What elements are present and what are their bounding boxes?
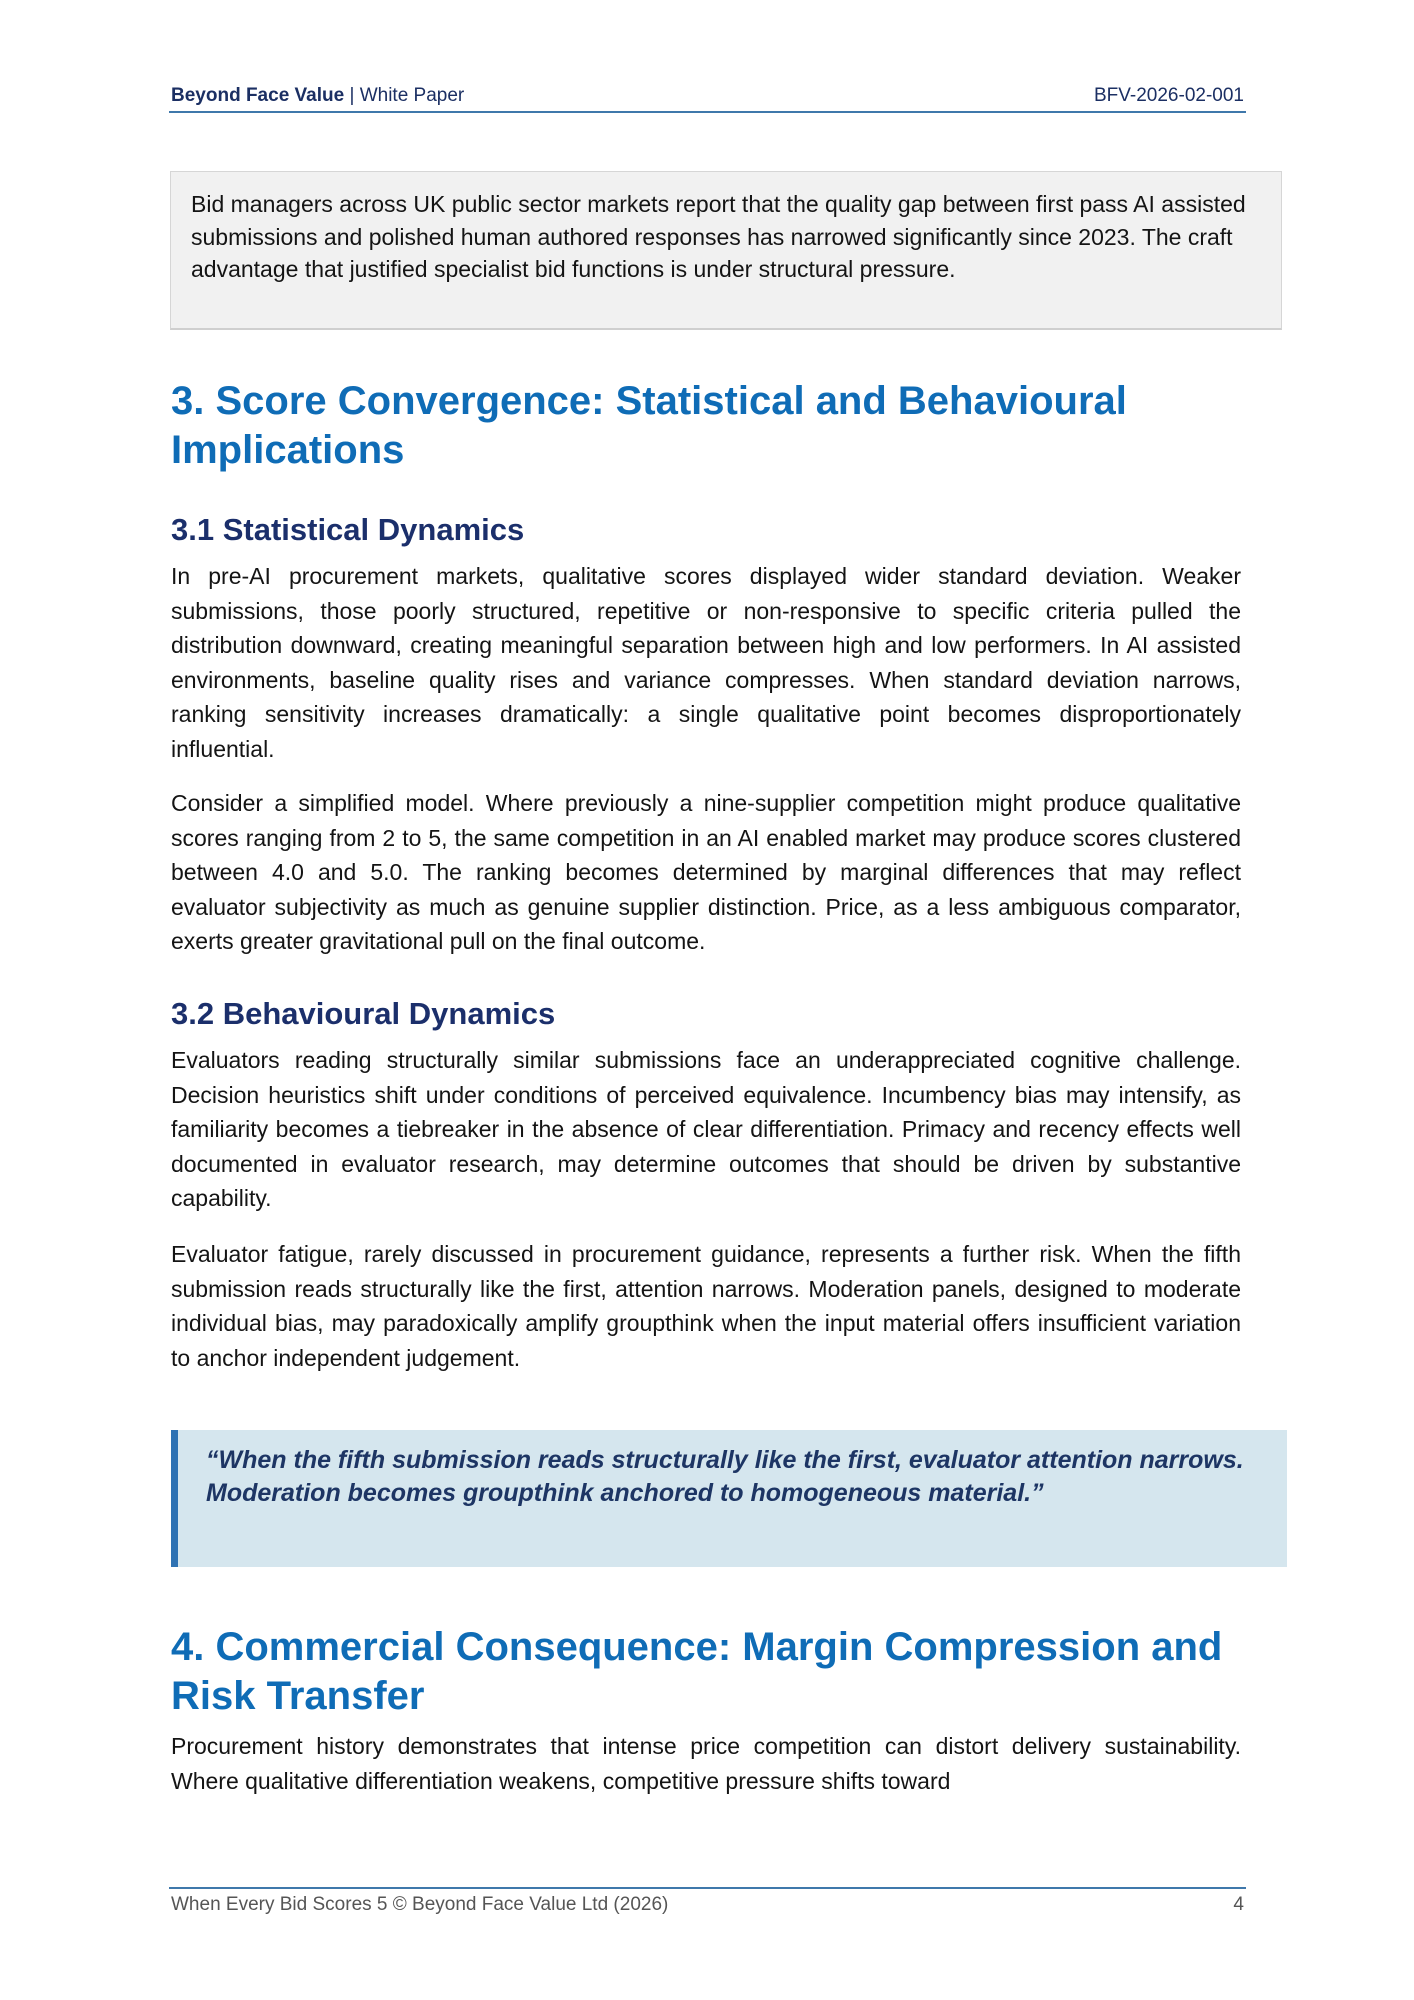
section-3-1-heading: 3.1 Statistical Dynamics [171,512,525,547]
header-doc-id: BFV-2026-02-001 [1094,85,1244,106]
pull-quote [171,1430,1287,1567]
header-title [171,85,464,107]
pull-quote-text: “When the fifth submission reads structurally like the first, evaluator attention narrows. Moderation becomes groupthink anchored to homogeneous material.” [206,1446,1244,1507]
section-4-heading: 4. Commercial Consequence: Margin Compression and Risk Transfer [171,1625,1223,1718]
section-3-heading: 3. Score Convergence: Statistical and Behavioural Implications [171,379,1127,472]
paragraph: In pre-AI procurement markets, qualitative scores displayed wider standard deviation. Weaker submissions, those poorly structured, repetitive or non-responsive to specific criteria pulled the distribution downward, creating meaningful separation between high and low performers. In AI assisted environments, baseline quality rises and variance compresses. When standard deviation narrows, ranking sensitivity increases dramatically: a single qualitative point becomes disproportionately influential. [171,563,1241,762]
page-number: 4 [1233,1894,1244,1915]
paragraph: Consider a simplified model. Where previously a nine-supplier competition might produce qualitative scores ranging from 2 to 5, the same competition in an AI enabled market may produce scores clustered between 4.0 and 5.0. The ranking becomes determined by marginal differences that may reflect evaluator subjectivity as much as genuine supplier distinction. Price, as a less ambiguous comparator, exerts greater gravitational pull on the final outcome. [171,790,1241,954]
paragraph: Evaluator fatigue, rarely discussed in procurement guidance, represents a further risk. When the fifth submission reads structurally like the first, attention narrows. Moderation panels, designed to moderate individual bias, may paradoxically amplify groupthink when the input material offers insufficient variation to anchor independent judgement. [171,1241,1241,1371]
header-separator: | [344,85,360,106]
header-doc-type: White Paper [359,85,465,106]
section-3-2-heading: 3.2 Behavioural Dynamics [171,996,556,1031]
paragraph: Evaluators reading structurally similar submissions face an underappreciated cognitive challenge. Decision heuristics shift under conditions of perceived equivalence. Incumbency bias may intensify, as familiarity becomes a tiebreaker in the absence of clear differentiation. Primacy and recency effects well documented in evaluator research, may determine outcomes that should be driven by substantive capability. [171,1047,1241,1211]
header-brand: Beyond Face Value [171,85,345,106]
callout-box [170,171,1282,330]
paragraph: Procurement history demonstrates that intense price competition can distort delivery sustainability. Where qualitative differentiation weakens, competitive pressure shifts toward [171,1733,1241,1794]
page-header [169,84,1246,113]
callout-text: Bid managers across UK public sector markets report that the quality gap between first pass AI assisted submissions and polished human authored responses has narrowed significantly since 2023. The craft advantage that justified specialist bid functions is under structural pressure. [191,191,1246,282]
footer-text: When Every Bid Scores 5 © Beyond Face Value Ltd (2026) [171,1894,669,1915]
page-footer [169,1887,1246,1915]
